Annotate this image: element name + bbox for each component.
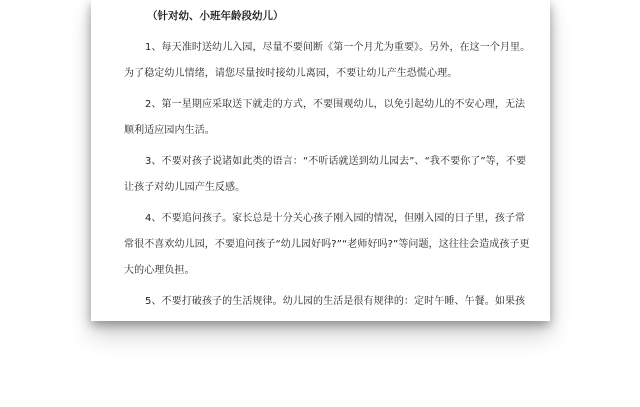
paragraph-1-line-1: 1、每天准时送幼儿入园，尽量不要间断《第一个月尤为重要》。另外，在这一个月里。 xyxy=(145,42,531,53)
paragraph-4-line-1: 4、不要追问孩子。家长总是十分关心孩子刚入园的情况，但刚入园的日子里，孩子常 xyxy=(145,213,526,224)
section-heading: （针对幼、小班年龄段幼儿） xyxy=(147,10,284,22)
paragraph-3-line-2: 让孩子对幼儿园产生反感。 xyxy=(124,182,246,193)
paragraph-5-line-1: 5、不要打破孩子的生活规律。幼儿园的生活是很有规律的：定时午睡、午餐。如果孩 xyxy=(145,296,526,307)
paragraph-4-line-3: 大的心理负担。 xyxy=(124,265,195,276)
paragraph-2-line-1: 2、第一星期应采取送下就走的方式，不要围观幼儿，以免引起幼儿的不安心理，无法 xyxy=(145,99,526,110)
paragraph-4-line-2: 常很不喜欢幼儿园，不要追问孩子“幼儿园好吗?”“老师好吗?”等问题，这往往会造成孩子更 xyxy=(124,239,530,250)
paragraph-1-line-2: 为了稳定幼儿情绪，请您尽量按时接幼儿离园，不要让幼儿产生恐慌心理。 xyxy=(124,68,458,79)
paragraph-3-line-1: 3、不要对孩子说诸如此类的语言：“不听话就送到幼儿园去”、“我不要你了”等，不要 xyxy=(145,156,527,167)
paragraph-2-line-2: 顺利适应园内生活。 xyxy=(124,125,215,136)
document-page xyxy=(91,0,550,321)
